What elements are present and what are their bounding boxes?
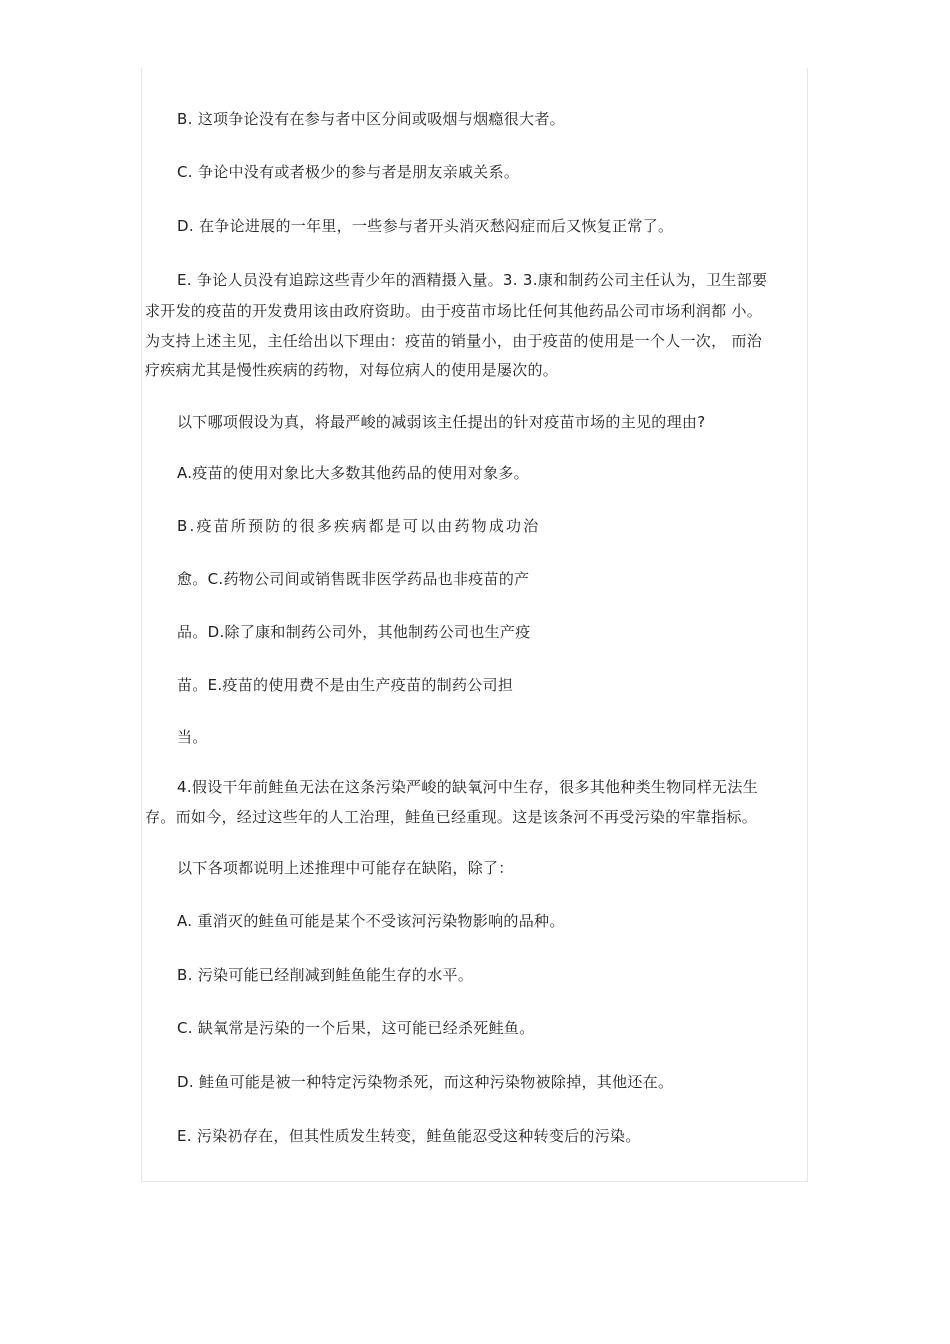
q4-question: 以下各项都说明上述推理中可能存在缺陷，除了：	[177, 859, 514, 877]
q2-option-b: B. 这项争论没有在参与者中区分间或吸烟与烟瘾很大者。	[177, 110, 565, 128]
q3-stem-line: 为支持上述主见，主任给出以下理由：疫苗的销量小，由于疫苗的使用是一个人一次， 而治	[145, 332, 763, 350]
q3-option-a: A.疫苗的使用对象比大多数其他药品的使用对象多。	[177, 464, 529, 482]
q4-option-a: A. 重消灭的鲑鱼可能是某个不受该河污染物影响的品种。	[177, 912, 565, 930]
q4-option-b: B. 污染可能已经削减到鲑鱼能生存的水平。	[177, 966, 474, 984]
q4-option-c: C. 缺氧常是污染的一个后果，这可能已经杀死鲑鱼。	[177, 1019, 535, 1037]
q3-options-line: 苗。E.疫苗的使用费不是由生产疫苗的制药公司担	[177, 676, 514, 694]
q4-option-d: D. 鲑鱼可能是被一种特定污染物杀死，而这种污染物被除掉，其他还在。	[177, 1073, 674, 1091]
q3-options-line: 愈。C.药物公司间或销售既非医学药品也非疫苗的产	[177, 570, 530, 588]
q3-options-line: B.疫苗所预防的很多疾病都是可以由药物成功治	[177, 517, 541, 535]
q3-options-line: 当。	[177, 728, 208, 746]
q3-stem-line: 求开发的疫苗的开发费用该由政府资助。由于疫苗市场比任何其他药品公司市场利润都 小。	[145, 302, 763, 320]
q4-option-e: E. 污染礽存在，但其性质发生转变，鲑鱼能忍受这种转变后的污染。	[177, 1127, 641, 1145]
q3-options-line: 品。D.除了康和制药公司外，其他制药公司也生产疫	[177, 623, 531, 641]
q2-option-c: C. 争论中没有或者极少的参与者是朋友亲戚关系。	[177, 163, 520, 181]
q2-option-e: E. 争论人员没有追踪这些青少年的酒精摄入量。3. 3.康和制药公司主任认为，卫生部要	[177, 271, 768, 289]
q4-stem-line: 4.假设干年前鲑鱼无法在这条污染严峻的缺氧河中生存，很多其他种类生物同样无法生	[177, 778, 759, 796]
q4-stem-line: 存。而如今，经过这些年的人工治理，鲑鱼已经重现。这是该条河不再受污染的牢靠指标。	[145, 808, 758, 826]
q3-question: 以下哪项假设为真，将最严峻的减弱该主任提出的针对疫苗市场的主见的理由?	[177, 413, 706, 431]
q2-option-d: D. 在争论进展的一年里，一些参与者开头消灭愁闷症而后又恢复正常了。	[177, 217, 674, 235]
q3-stem-line: 疗疾病尤其是慢性疾病的药物，对每位病人的使用是屡次的。	[145, 361, 559, 379]
